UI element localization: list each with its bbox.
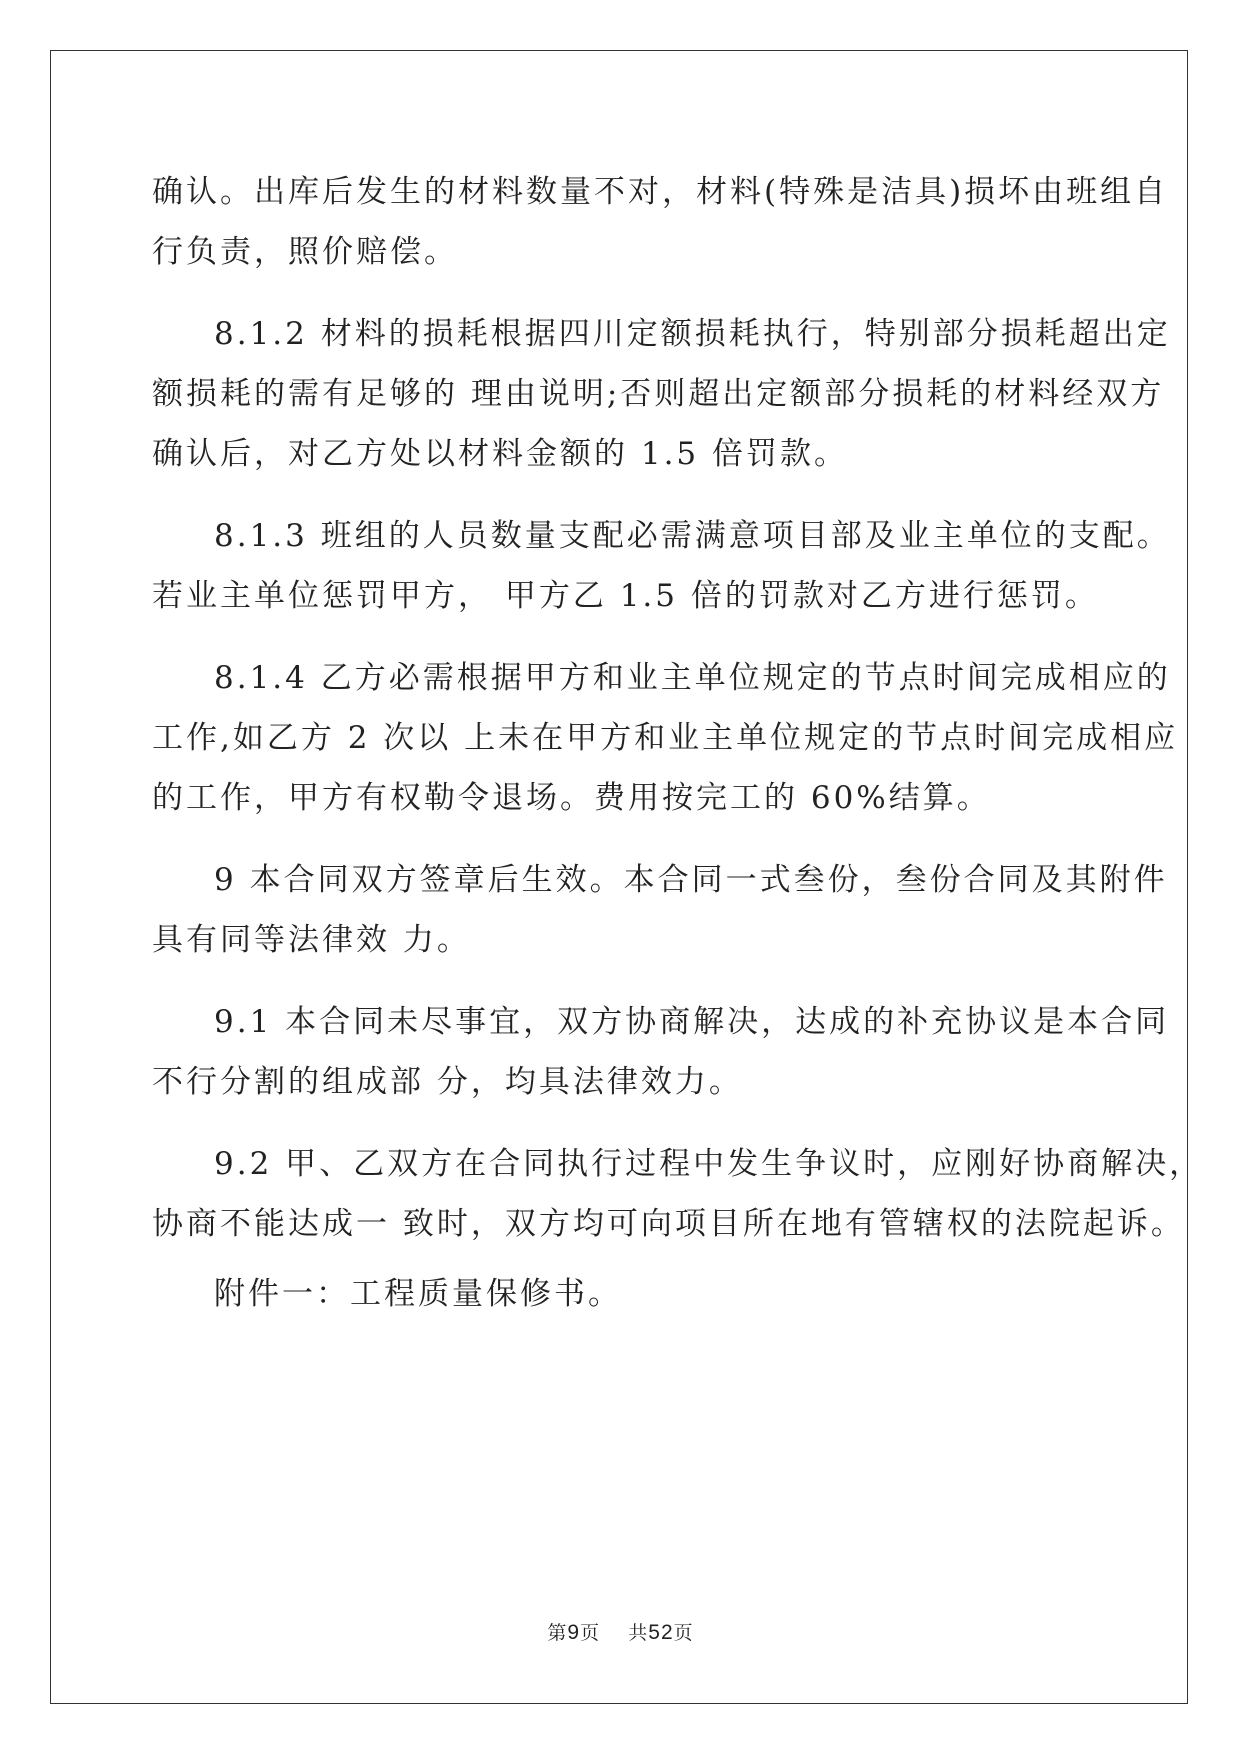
text-line: 8.1.2 材料的损耗根据四川定额损耗执行，特别部分损耗超出定	[214, 316, 1171, 352]
document-body	[152, 162, 1204, 1324]
text-line: 若业主单位惩罚甲方， 甲方乙 1.5 倍的罚款对乙方进行惩罚。	[152, 578, 1099, 614]
paragraph-8-1-4	[152, 648, 1179, 828]
page-suffix: 页	[580, 1622, 601, 1644]
paragraph-8-1-3	[152, 506, 1171, 626]
text-line: 8.1.3 班组的人员数量支配必需满意项目部及业主单位的支配。	[214, 518, 1171, 554]
paragraph-material-damage	[152, 162, 1169, 282]
paragraph-9-2	[152, 1134, 1204, 1254]
text-line: 9.1 本合同未尽事宜，双方协商解决，达成的补充协议是本合同	[214, 1004, 1170, 1040]
text-line: 确认后，对乙方处以材料金额的 1.5 倍罚款。	[152, 436, 849, 472]
text-line: 确认。出库后发生的材料数量不对，材料(特殊是洁具)损坏由班组自	[152, 174, 1169, 210]
paragraph-8-1-2	[152, 304, 1171, 484]
text-line: 行负责，照价赔偿。	[152, 234, 458, 270]
text-line: 附件一：工程质量保修书。	[214, 1276, 622, 1312]
total-suffix: 页	[673, 1622, 694, 1644]
text-line: 工作,如乙方 2 次以 上未在甲方和业主单位规定的节点时间完成相应	[152, 720, 1179, 756]
text-line: 9.2 甲、乙双方在合同执行过程中发生争议时，应刚好协商解决，	[214, 1146, 1204, 1182]
text-line: 不行分割的组成部 分，均具法律效力。	[152, 1064, 743, 1100]
total-prefix: 共	[628, 1622, 649, 1644]
paragraph-9-1	[152, 992, 1170, 1112]
page-footer	[0, 1618, 1241, 1645]
text-line: 9 本合同双方签章后生效。本合同一式叁份，叁份合同及其附件	[214, 862, 1168, 898]
text-line: 8.1.4 乙方必需根据甲方和业主单位规定的节点时间完成相应的	[214, 660, 1171, 696]
page-number: 9	[567, 1621, 581, 1644]
total-pages: 52	[648, 1621, 674, 1644]
text-line: 的工作，甲方有权勒令退场。费用按完工的 60%结算。	[152, 780, 991, 816]
text-line: 协商不能达成一 致时，双方均可向项目所在地有管辖权的法院起诉。	[152, 1206, 1185, 1242]
text-line: 额损耗的需有足够的 理由说明;否则超出定额部分损耗的材料经双方	[152, 376, 1165, 412]
page-prefix: 第	[547, 1622, 568, 1644]
text-line: 具有同等法律效 力。	[152, 922, 471, 958]
paragraph-9	[152, 850, 1168, 970]
paragraph-attachment	[152, 1264, 1102, 1324]
